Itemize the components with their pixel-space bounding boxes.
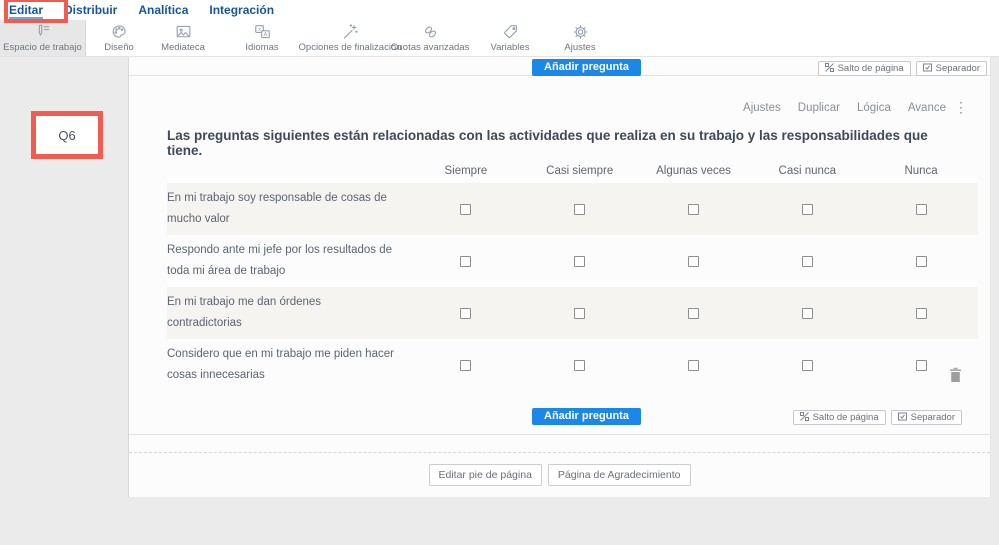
top-nav xyxy=(0,0,999,20)
divider-question-bottom xyxy=(129,434,990,435)
add-question-button-top[interactable]: Añadir pregunta xyxy=(532,59,641,76)
matrix-checkbox[interactable] xyxy=(460,308,471,319)
question-menu xyxy=(743,102,946,114)
image-icon xyxy=(174,23,193,41)
tag-icon xyxy=(501,23,520,41)
wand-icon xyxy=(341,23,360,41)
matrix-checkbox[interactable] xyxy=(802,360,813,371)
delete-question-icon[interactable] xyxy=(949,367,962,388)
toolbar-item-variables[interactable]: Variables xyxy=(470,20,550,56)
add-question-button-bottom[interactable]: Añadir pregunta xyxy=(532,408,641,425)
matrix-row xyxy=(167,287,978,339)
gear-icon xyxy=(571,23,590,41)
question-menu-avance[interactable]: Avance xyxy=(907,102,946,114)
matrix-table xyxy=(167,159,978,391)
toolbar-item-espacio-de-trabajo[interactable]: Espacio de trabajo xyxy=(0,20,86,56)
matrix-checkbox[interactable] xyxy=(460,204,471,215)
nav-tab-analitica[interactable]: Analítica xyxy=(138,3,189,17)
column-header: Algunas veces xyxy=(656,165,731,177)
question-badge[interactable]: Q6 xyxy=(58,127,76,143)
separator-button-bottom[interactable]: Separador xyxy=(891,410,962,425)
toolbar-item-opciones-de-finalizacion[interactable]: Opciones de finalización xyxy=(310,20,390,56)
matrix-checkbox[interactable] xyxy=(802,256,813,267)
matrix-row xyxy=(167,235,978,287)
matrix-checkbox[interactable] xyxy=(688,308,699,319)
row-label[interactable]: En mi trabajo me dan órdenes contradictorias xyxy=(167,296,322,329)
matrix-checkbox[interactable] xyxy=(916,256,927,267)
toolbar-item-idiomas[interactable]: x A Idiomas xyxy=(214,20,310,56)
separator-button-top[interactable]: Separador xyxy=(916,61,987,76)
nav-tab-integracion[interactable]: Integración xyxy=(209,3,275,17)
nav-tab-editar[interactable]: Editar xyxy=(9,3,44,17)
translate-icon xyxy=(253,23,272,41)
row-label[interactable]: Respondo ante mi jefe por los resultados de toda mi área de trabajo xyxy=(167,244,393,277)
toolbar-item-diseno[interactable]: Diseño xyxy=(86,20,152,56)
workspace-icon xyxy=(33,23,52,41)
matrix-header-row xyxy=(167,159,978,183)
column-header: Casi nunca xyxy=(778,165,837,177)
survey-footer-controls xyxy=(129,464,990,486)
separator-icon xyxy=(923,63,932,75)
matrix-checkbox[interactable] xyxy=(574,256,585,267)
svg-text:A: A xyxy=(263,32,267,39)
matrix-row xyxy=(167,183,978,235)
survey-canvas xyxy=(128,57,991,497)
question-menu-logica[interactable]: Lógica xyxy=(856,102,891,114)
page-break-icon xyxy=(800,412,809,424)
column-header: Casi siempre xyxy=(546,165,614,177)
page-break-button-top[interactable]: Salto de página xyxy=(818,61,911,76)
matrix-checkbox[interactable] xyxy=(460,256,471,267)
matrix-checkbox[interactable] xyxy=(574,308,585,319)
row-label[interactable]: Considero que en mi trabajo me piden hacer cosas innecesarias xyxy=(167,348,394,381)
svg-text:x: x xyxy=(257,26,261,33)
question-menu-ajustes[interactable]: Ajustes xyxy=(743,102,781,114)
matrix-checkbox[interactable] xyxy=(802,308,813,319)
toolbar-item-mediateca[interactable]: Mediateca xyxy=(152,20,214,56)
matrix-checkbox[interactable] xyxy=(802,204,813,215)
matrix-checkbox[interactable] xyxy=(688,204,699,215)
matrix-checkbox[interactable] xyxy=(574,204,585,215)
insert-controls-bottom xyxy=(793,410,962,425)
column-header: Siempre xyxy=(444,165,488,177)
edit-footer-button[interactable]: Editar pie de página xyxy=(429,464,542,486)
chain-links-icon xyxy=(421,23,440,41)
row-label[interactable]: En mi trabajo soy responsable de cosas de mucho valor xyxy=(167,192,387,225)
matrix-checkbox[interactable] xyxy=(688,256,699,267)
edit-toolbar xyxy=(0,20,999,57)
kebab-menu-icon[interactable]: ⋮ xyxy=(954,99,968,115)
question-menu-duplicar[interactable]: Duplicar xyxy=(797,102,840,114)
page-break-icon xyxy=(825,63,834,75)
insert-controls-top xyxy=(818,61,987,76)
matrix-checkbox[interactable] xyxy=(688,360,699,371)
matrix-checkbox[interactable] xyxy=(574,360,585,371)
matrix-row xyxy=(167,339,978,391)
page-break-button-bottom[interactable]: Salto de página xyxy=(793,410,886,425)
thank-you-page-button[interactable]: Página de Agradecimiento xyxy=(548,464,691,486)
palette-icon xyxy=(110,23,129,41)
toolbar-item-ajustes[interactable]: Ajustes xyxy=(550,20,610,56)
page-end-dashed-divider xyxy=(129,452,990,453)
matrix-checkbox[interactable] xyxy=(460,360,471,371)
nav-tab-distribuir[interactable]: Distribuir xyxy=(64,3,118,17)
matrix-checkbox[interactable] xyxy=(916,204,927,215)
column-header: Nunca xyxy=(904,165,938,177)
question-title[interactable]: Las preguntas siguientes están relacionadas con las actividades que realiza en su trabajo y las responsabilidades que tiene. xyxy=(167,128,928,158)
annotation-box-q6 xyxy=(31,111,103,159)
separator-icon xyxy=(898,412,907,424)
matrix-checkbox[interactable] xyxy=(916,308,927,319)
toolbar-item-cuotas-avanzadas[interactable]: Cuotas avanzadas xyxy=(390,20,470,56)
matrix-checkbox[interactable] xyxy=(916,360,927,371)
